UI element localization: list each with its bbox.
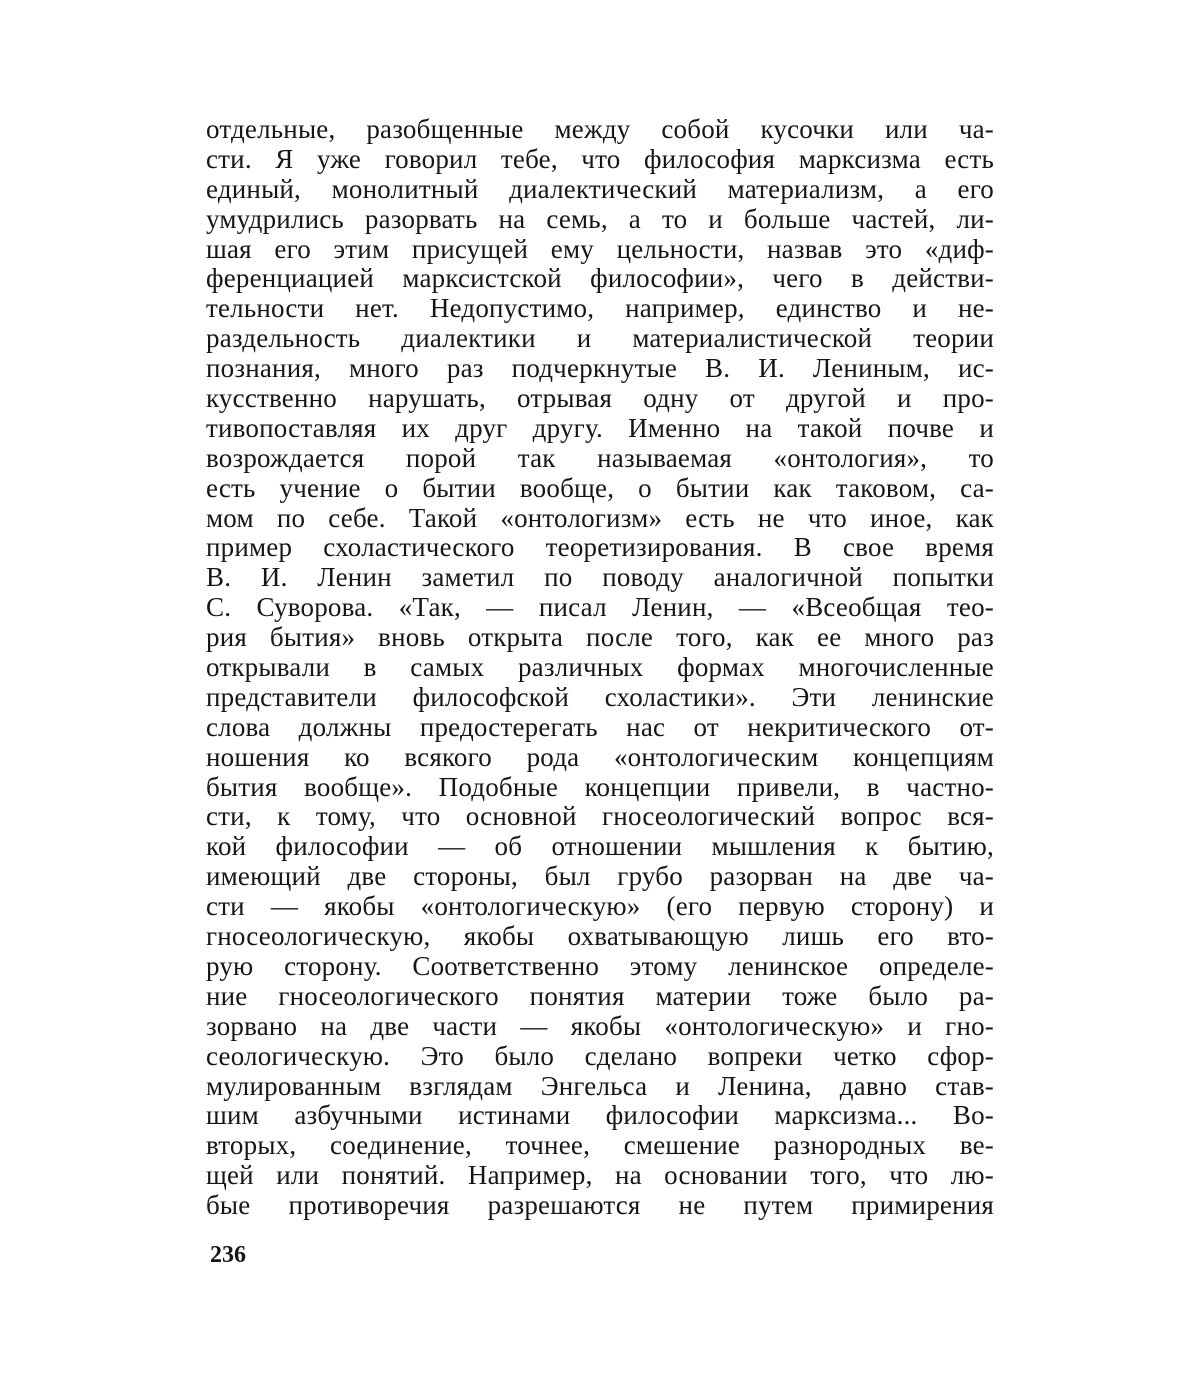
text-line: раздельность диалектики и материалистической теории (206, 323, 994, 354)
text-line: познания, много раз подчеркнутые В. И. Лениным, ис- (206, 353, 994, 384)
text-line: вторых, соединение, точнее, смешение разнородных ве- (206, 1130, 994, 1161)
text-line: шая его этим присущей ему цельности, назвав это «диф- (206, 233, 994, 264)
text-line: С. Суворова. «Так, — писал Ленин, — «Всеобщая тео- (206, 592, 994, 623)
page-number: 236 (210, 1242, 246, 1268)
text-line: бытия вообще». Подобные концепции привели, в частно- (206, 771, 994, 802)
text-line: представители философской схоластики». Эти ленинские (206, 681, 994, 712)
text-line: рую сторону. Соответственно этому ленинское определе- (206, 950, 994, 981)
text-line: гносеологическую, якобы охватывающую лишь его вто- (206, 921, 994, 952)
text-line: кусственно нарушать, отрывая одну от другой и про- (206, 383, 994, 414)
text-line: есть учение о бытии вообще, о бытии как таковом, са- (206, 472, 994, 503)
text-line: имеющий две стороны, был грубо разорван на две ча- (206, 861, 994, 892)
text-line: мулированным взглядам Энгельса и Ленина, давно став- (206, 1070, 994, 1101)
text-line: сти. Я уже говорил тебе, что философия марксизма есть (206, 143, 994, 174)
text-line: ношения ко всякого рода «онтологическим концепциям (206, 741, 994, 772)
text-line: сеологическую. Это было сделано вопреки четко сфор- (206, 1040, 994, 1071)
text-line: рия бытия» вновь открыта после того, как ее много раз (206, 622, 994, 653)
text-line: шим азбучными истинами философии марксизма... Во- (206, 1100, 994, 1131)
text-line: бые противоречия разрешаются не путем примирения (206, 1190, 994, 1221)
body-text (206, 115, 994, 1221)
text-line: кой философии — об отношении мышления к бытию, (206, 831, 994, 862)
text-line: слова должны предостерегать нас от некритического от- (206, 711, 994, 742)
text-line: возрождается порой так называемая «онтология», то (206, 442, 994, 473)
text-line: ние гносеологического понятия материи тоже было ра- (206, 980, 994, 1011)
text-line: отдельные, разобщенные между собой кусочки или ча- (206, 114, 994, 144)
text-line: сти, к тому, что основной гносеологический вопрос вся- (206, 801, 994, 832)
text-line: зорвано на две части — якобы «онтологическую» и гно- (206, 1010, 994, 1041)
text-line: ференциацией марксистской философии», чего в действи- (206, 263, 994, 294)
text-line: сти — якобы «онтологическую» (его первую сторону) и (206, 891, 994, 922)
text-line: пример схоластического теоретизирования. В свое время (206, 532, 994, 563)
text-line: щей или понятий. Например, на основании того, что лю- (206, 1160, 994, 1191)
text-line: открывали в самых различных формах многочисленные (206, 652, 994, 683)
text-line: тельности нет. Недопустимо, например, единство и не- (206, 293, 994, 324)
text-line: мом по себе. Такой «онтологизм» есть не что иное, как (206, 502, 994, 533)
text-line: В. И. Ленин заметил по поводу аналогичной попытки (206, 562, 994, 593)
text-line: единый, монолитный диалектический материализм, а его (206, 173, 994, 204)
text-line: тивопоставляя их друг другу. Именно на такой почве и (206, 412, 994, 443)
text-line: умудрились разорвать на семь, а то и больше частей, ли- (206, 203, 994, 234)
